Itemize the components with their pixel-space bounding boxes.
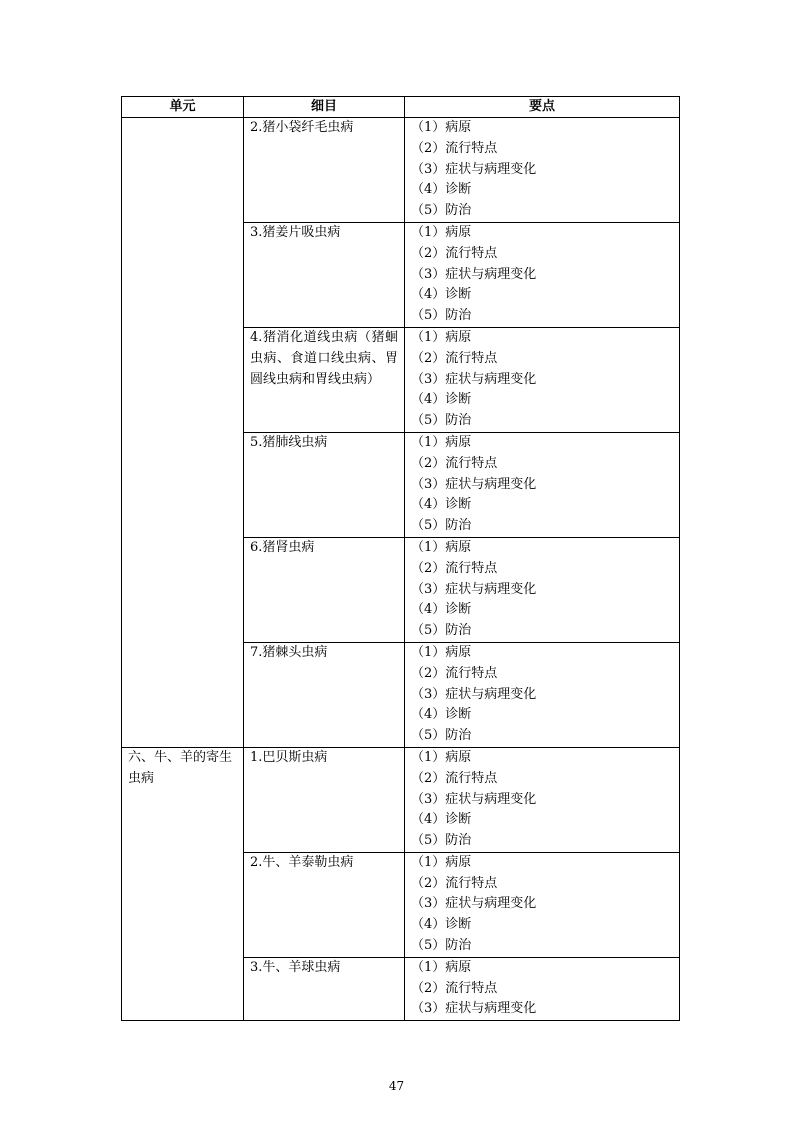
- point-item: （1）病原: [411, 959, 472, 975]
- point-item: （5）防治: [411, 728, 472, 744]
- points-cell: [405, 327, 680, 432]
- point-item: （3）症状与病理变化: [411, 791, 537, 807]
- syllabus-table: [121, 96, 680, 1021]
- point-item: （3）症状与病理变化: [411, 161, 537, 177]
- point-item: （1）病原: [411, 854, 472, 870]
- table-header-row: [122, 97, 680, 118]
- point-item: （1）病原: [411, 120, 472, 135]
- point-item: （5）防治: [411, 518, 472, 534]
- points-cell: [405, 432, 680, 537]
- point-item: （1）病原: [411, 749, 472, 765]
- point-item: （3）症状与病理变化: [411, 686, 537, 702]
- item-cell: 3.牛、羊球虫病: [244, 957, 405, 1020]
- points-cell: [405, 642, 680, 747]
- point-item: （2）流行特点: [411, 350, 498, 366]
- point-item: （4）诊断: [411, 287, 472, 303]
- point-item: （5）防治: [411, 833, 472, 849]
- point-item: （3）症状与病理变化: [411, 476, 537, 492]
- point-item: （2）流行特点: [411, 665, 498, 681]
- point-item: （1）病原: [411, 434, 472, 450]
- point-item: （2）流行特点: [411, 980, 498, 996]
- item-cell: 5.猪肺线虫病: [244, 432, 405, 537]
- table-body: [122, 118, 680, 1021]
- point-item: （4）诊断: [411, 602, 472, 618]
- page-number: 47: [388, 1079, 405, 1093]
- point-item: （1）病原: [411, 644, 472, 660]
- point-item: （4）诊断: [411, 917, 472, 933]
- point-item: （2）流行特点: [411, 245, 498, 261]
- point-item: （2）流行特点: [411, 140, 498, 156]
- table-row: [122, 118, 680, 223]
- point-item: （5）防治: [411, 413, 472, 429]
- points-cell: [405, 852, 680, 957]
- point-item: （3）症状与病理变化: [411, 896, 537, 912]
- header-unit: 单元: [122, 97, 244, 118]
- point-item: （5）防治: [411, 623, 472, 639]
- item-cell: 6.猪肾虫病: [244, 537, 405, 642]
- point-item: （4）诊断: [411, 707, 472, 723]
- item-cell: 3.猪姜片吸虫病: [244, 222, 405, 327]
- item-cell: 1.巴贝斯虫病: [244, 747, 405, 852]
- item-cell: 7.猪棘头虫病: [244, 642, 405, 747]
- header-item: 细目: [244, 97, 405, 118]
- item-cell: 2.猪小袋纤毛虫病: [244, 118, 405, 223]
- point-item: （3）症状与病理变化: [411, 1001, 537, 1017]
- table-row: [122, 747, 680, 852]
- point-item: （4）诊断: [411, 812, 472, 828]
- point-item: （5）防治: [411, 308, 472, 324]
- item-cell: 2.牛、羊泰勒虫病: [244, 852, 405, 957]
- point-item: （4）诊断: [411, 182, 472, 198]
- point-item: （2）流行特点: [411, 455, 498, 471]
- point-item: （2）流行特点: [411, 875, 498, 891]
- unit-cell: 六、牛、羊的寄生虫病: [122, 747, 244, 1020]
- point-item: （1）病原: [411, 329, 472, 345]
- point-item: （1）病原: [411, 224, 472, 240]
- points-cell: [405, 537, 680, 642]
- points-cell: [405, 957, 680, 1020]
- points-cell: [405, 222, 680, 327]
- unit-cell: [122, 118, 244, 748]
- point-item: （1）病原: [411, 539, 472, 555]
- point-item: （3）症状与病理变化: [411, 266, 537, 282]
- point-item: （4）诊断: [411, 497, 472, 513]
- point-item: （5）防治: [411, 203, 472, 219]
- point-item: （3）症状与病理变化: [411, 581, 537, 597]
- point-item: （5）防治: [411, 938, 472, 954]
- point-item: （4）诊断: [411, 392, 472, 408]
- points-cell: [405, 747, 680, 852]
- header-points: 要点: [405, 97, 680, 118]
- point-item: （3）症状与病理变化: [411, 371, 537, 387]
- point-item: （2）流行特点: [411, 560, 498, 576]
- point-item: （2）流行特点: [411, 770, 498, 786]
- item-cell: 4.猪消化道线虫病（猪蛔虫病、食道口线虫病、胃圆线虫病和胃线虫病）: [244, 327, 405, 432]
- points-cell: [405, 118, 680, 223]
